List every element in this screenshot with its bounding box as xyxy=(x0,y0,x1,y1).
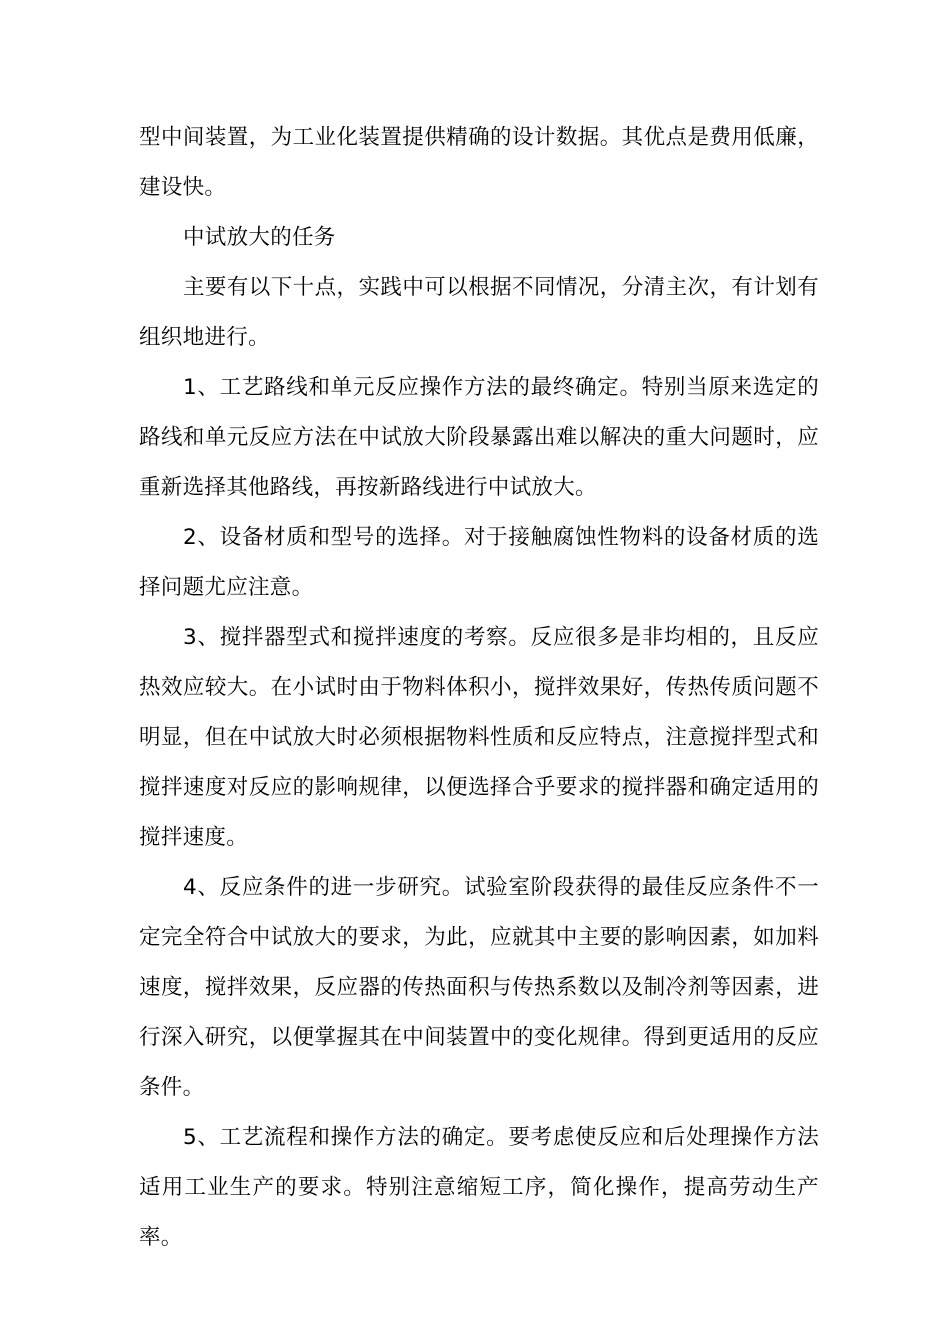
document-body xyxy=(139,113,819,1263)
paragraph-item-3: 3、搅拌器型式和搅拌速度的考察。反应很多是非均相的，且反应热效应较大。在小试时由于物料体积小，搅拌效果好，传热传质问题不明显，但在中试放大时必须根据物料性质和反应特点，注意搅拌型式和搅拌速度对反应的影响规律，以便选择合乎要求的搅拌器和确定适用的搅拌速度。 xyxy=(139,625,819,850)
paragraph-intro: 主要有以下十点，实践中可以根据不同情况，分清主次，有计划有组织地进行。 xyxy=(139,275,819,350)
paragraph-item-4: 4、反应条件的进一步研究。试验室阶段获得的最佳反应条件不一定完全符合中试放大的要求，为此，应就其中主要的影响因素，如加料速度，搅拌效果，反应器的传热面积与传热系数以及制冷剂等因素，进行深入研究，以便掌握其在中间装置中的变化规律。得到更适用的反应条件。 xyxy=(139,875,819,1100)
paragraph-continuation: 型中间装置，为工业化装置提供精确的设计数据。其优点是费用低廉，建设快。 xyxy=(139,125,819,200)
paragraph-item-1: 1、工艺路线和单元反应操作方法的最终确定。特别当原来选定的路线和单元反应方法在中试放大阶段暴露出难以解决的重大问题时，应重新选择其他路线，再按新路线进行中试放大。 xyxy=(139,375,819,500)
section-heading: 中试放大的任务 xyxy=(183,225,336,250)
paragraph-item-5: 5、工艺流程和操作方法的确定。要考虑使反应和后处理操作方法适用工业生产的要求。特别注意缩短工序，简化操作，提高劳动生产率。 xyxy=(139,1125,819,1250)
paragraph-item-2: 2、设备材质和型号的选择。对于接触腐蚀性物料的设备材质的选择问题尤应注意。 xyxy=(139,525,819,600)
